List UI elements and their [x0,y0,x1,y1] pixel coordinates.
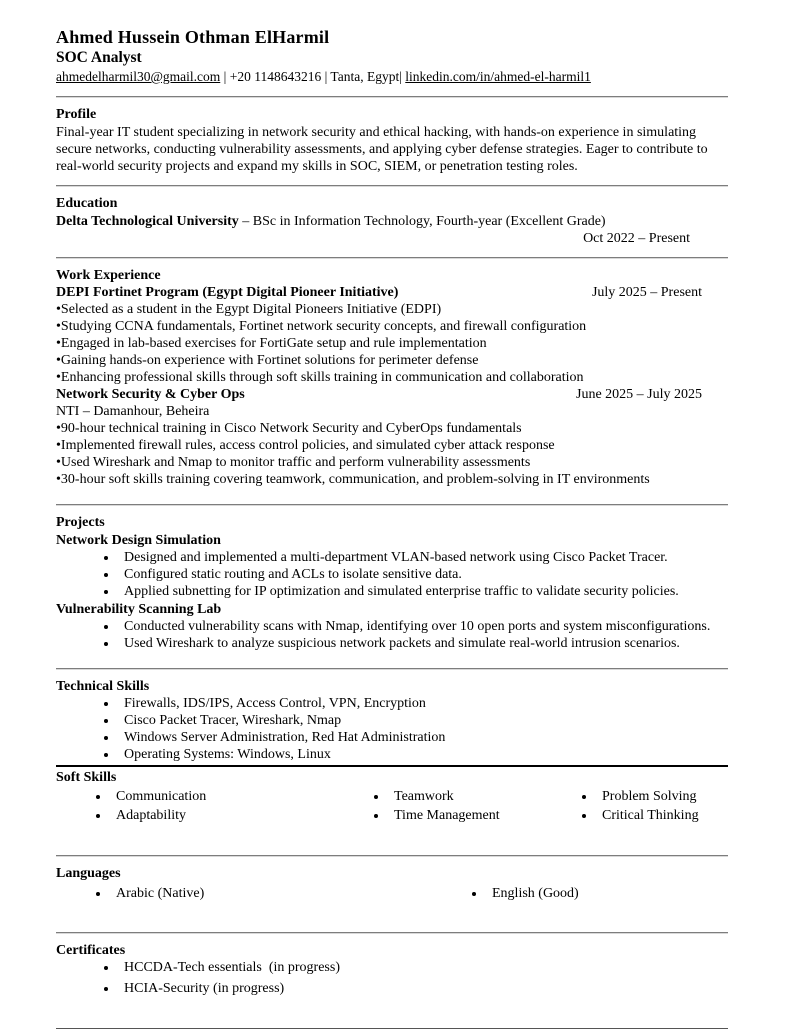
project-bullet: • Used Wireshark to analyze suspicious network packets and simulate real-world intrusion scenarios. [118,635,728,652]
section-projects [56,514,728,652]
section-divider [56,668,728,670]
section-divider [56,932,728,934]
language-item: • English (Good) [486,885,728,902]
certificate-item: • HCIA-Security (in progress) [118,980,728,997]
job-bullet: • Gaining hands-on experience with Fortinet solutions for perimeter defense [56,352,728,369]
section-profile [56,106,728,175]
project-name [56,601,728,618]
soft-skills-heading: Soft Skills [56,770,117,785]
soft-skill: • Adaptability [110,807,334,826]
project-bullet: • Conducted vulnerability scans with Nmap, identifying over 10 open ports and system misconfigurations. [118,618,728,635]
job-bullet: • Enhancing professional skills through soft skills training in communication and collaboration [56,369,728,386]
soft-skill: • Communication [110,788,334,807]
section-soft-skills [56,769,728,825]
soft-skill: • Problem Solving [596,788,728,807]
job-bullet: • Used Wireshark and Nmap to monitor traffic and perform vulnerability assessments [56,454,728,471]
job-bullet: • 30-hour soft skills training covering teamwork, communication, and problem-solving in IT environments [56,471,728,488]
education-dates: Oct 2022 – Present [583,231,690,246]
job-dates: June 2025 – July 2025 [576,387,702,402]
project-bullet-list [56,618,728,652]
job-bullet: • 90-hour technical training in Cisco Network Security and CyberOps fundamentals [56,420,728,437]
project-bullet-list [56,549,728,600]
soft-skill: • Time Management [388,807,542,826]
candidate-name: Ahmed Hussein Othman ElHarmil [56,27,330,47]
soft-skill: • Teamwork [388,788,542,807]
technical-skill: • Cisco Packet Tracer, Wireshark, Nmap [118,712,728,729]
job-title: DEPI Fortinet Program (Egypt Digital Pioneer Initiative) [56,285,399,300]
profile-heading: Profile [56,107,97,122]
education-heading: Education [56,196,118,211]
email-link[interactable]: ahmedelharmil30@gmail.com [56,69,221,84]
candidate-title: SOC Analyst [56,49,142,66]
contact-separator-text: | +20 1148643216 | Tanta, Egypt| [220,69,406,84]
languages-column [56,885,432,902]
work-experience-heading: Work Experience [56,268,161,283]
job-header [56,284,728,301]
soft-skill: • Critical Thinking [596,807,728,826]
education-institution: Delta Technological University [56,214,239,229]
section-divider [56,257,728,259]
section-divider [56,855,728,857]
linkedin-link[interactable]: linkedin.com/in/ahmed-el-harmil1 [405,69,591,84]
project-name-text: Network Design Simulation [56,533,221,548]
soft-skills-columns [56,788,728,825]
section-divider [56,504,728,506]
technical-skills-list [56,695,728,763]
job-bullet: • Implemented firewall rules, access control policies, and simulated cyber attack response [56,437,728,454]
section-certificates [56,942,728,997]
language-item: • Arabic (Native) [110,885,432,902]
section-divider [56,96,728,98]
section-languages [56,865,728,902]
technical-skill: • Firewalls, IDS/IPS, Access Control, VPN, Encryption [118,695,728,712]
job-bullet: • Engaged in lab-based exercises for FortiGate setup and rule implementation [56,335,728,352]
technical-skills-heading: Technical Skills [56,679,150,694]
certificates-list [56,959,728,997]
section-divider-black [56,765,728,767]
certificate-item: • HCCDA-Tech essentials (in progress) [118,959,728,976]
contact-line [56,68,728,86]
job-bullet: • Studying CCNA fundamentals, Fortinet network security concepts, and firewall configuration [56,318,728,335]
section-technical-skills [56,678,728,763]
profile-text: Final-year IT student specializing in network security and ethical hacking, with hands-on experience in simulating secure networks, conducting vulnerability assessments, and applying cyber defense strategies. Eager to contribute to real-world security projects and expand my skills in SOC, SIEM, or penetration testing roles. [56,125,708,174]
education-entry [56,213,728,230]
soft-skills-column [334,788,542,825]
section-divider [56,185,728,187]
technical-skill: • Operating Systems: Windows, Linux [118,746,728,763]
certificates-heading: Certificates [56,943,126,958]
section-education [56,195,728,247]
job-header [56,386,728,403]
projects-heading: Projects [56,515,105,530]
job-subtitle: NTI – Damanhour, Beheira [56,404,210,419]
languages-heading: Languages [56,866,121,881]
project-bullet: • Configured static routing and ACLs to isolate sensitive data. [118,566,728,583]
soft-skills-column [56,788,334,825]
education-details: – BSc in Information Technology, Fourth-year (Excellent Grade) [238,214,606,229]
project-bullet: • Applied subnetting for IP optimization and simulated enterprise traffic to validate security policies. [118,583,728,600]
project-bullet: • Designed and implemented a multi-department VLAN-based network using Cisco Packet Tracer. [118,549,728,566]
project-name-text: Vulnerability Scanning Lab [56,602,222,617]
soft-skills-column [542,788,728,825]
resume-header [56,26,728,86]
technical-skill: • Windows Server Administration, Red Hat Administration [118,729,728,746]
job-dates: July 2025 – Present [591,285,702,300]
languages-columns [56,885,728,902]
job-title: Network Security & Cyber Ops [56,387,245,402]
languages-column [432,885,728,902]
job-bullet: • Selected as a student in the Egypt Digital Pioneers Initiative (EDPI) [56,301,728,318]
project-name [56,532,728,549]
section-work-experience [56,267,728,488]
